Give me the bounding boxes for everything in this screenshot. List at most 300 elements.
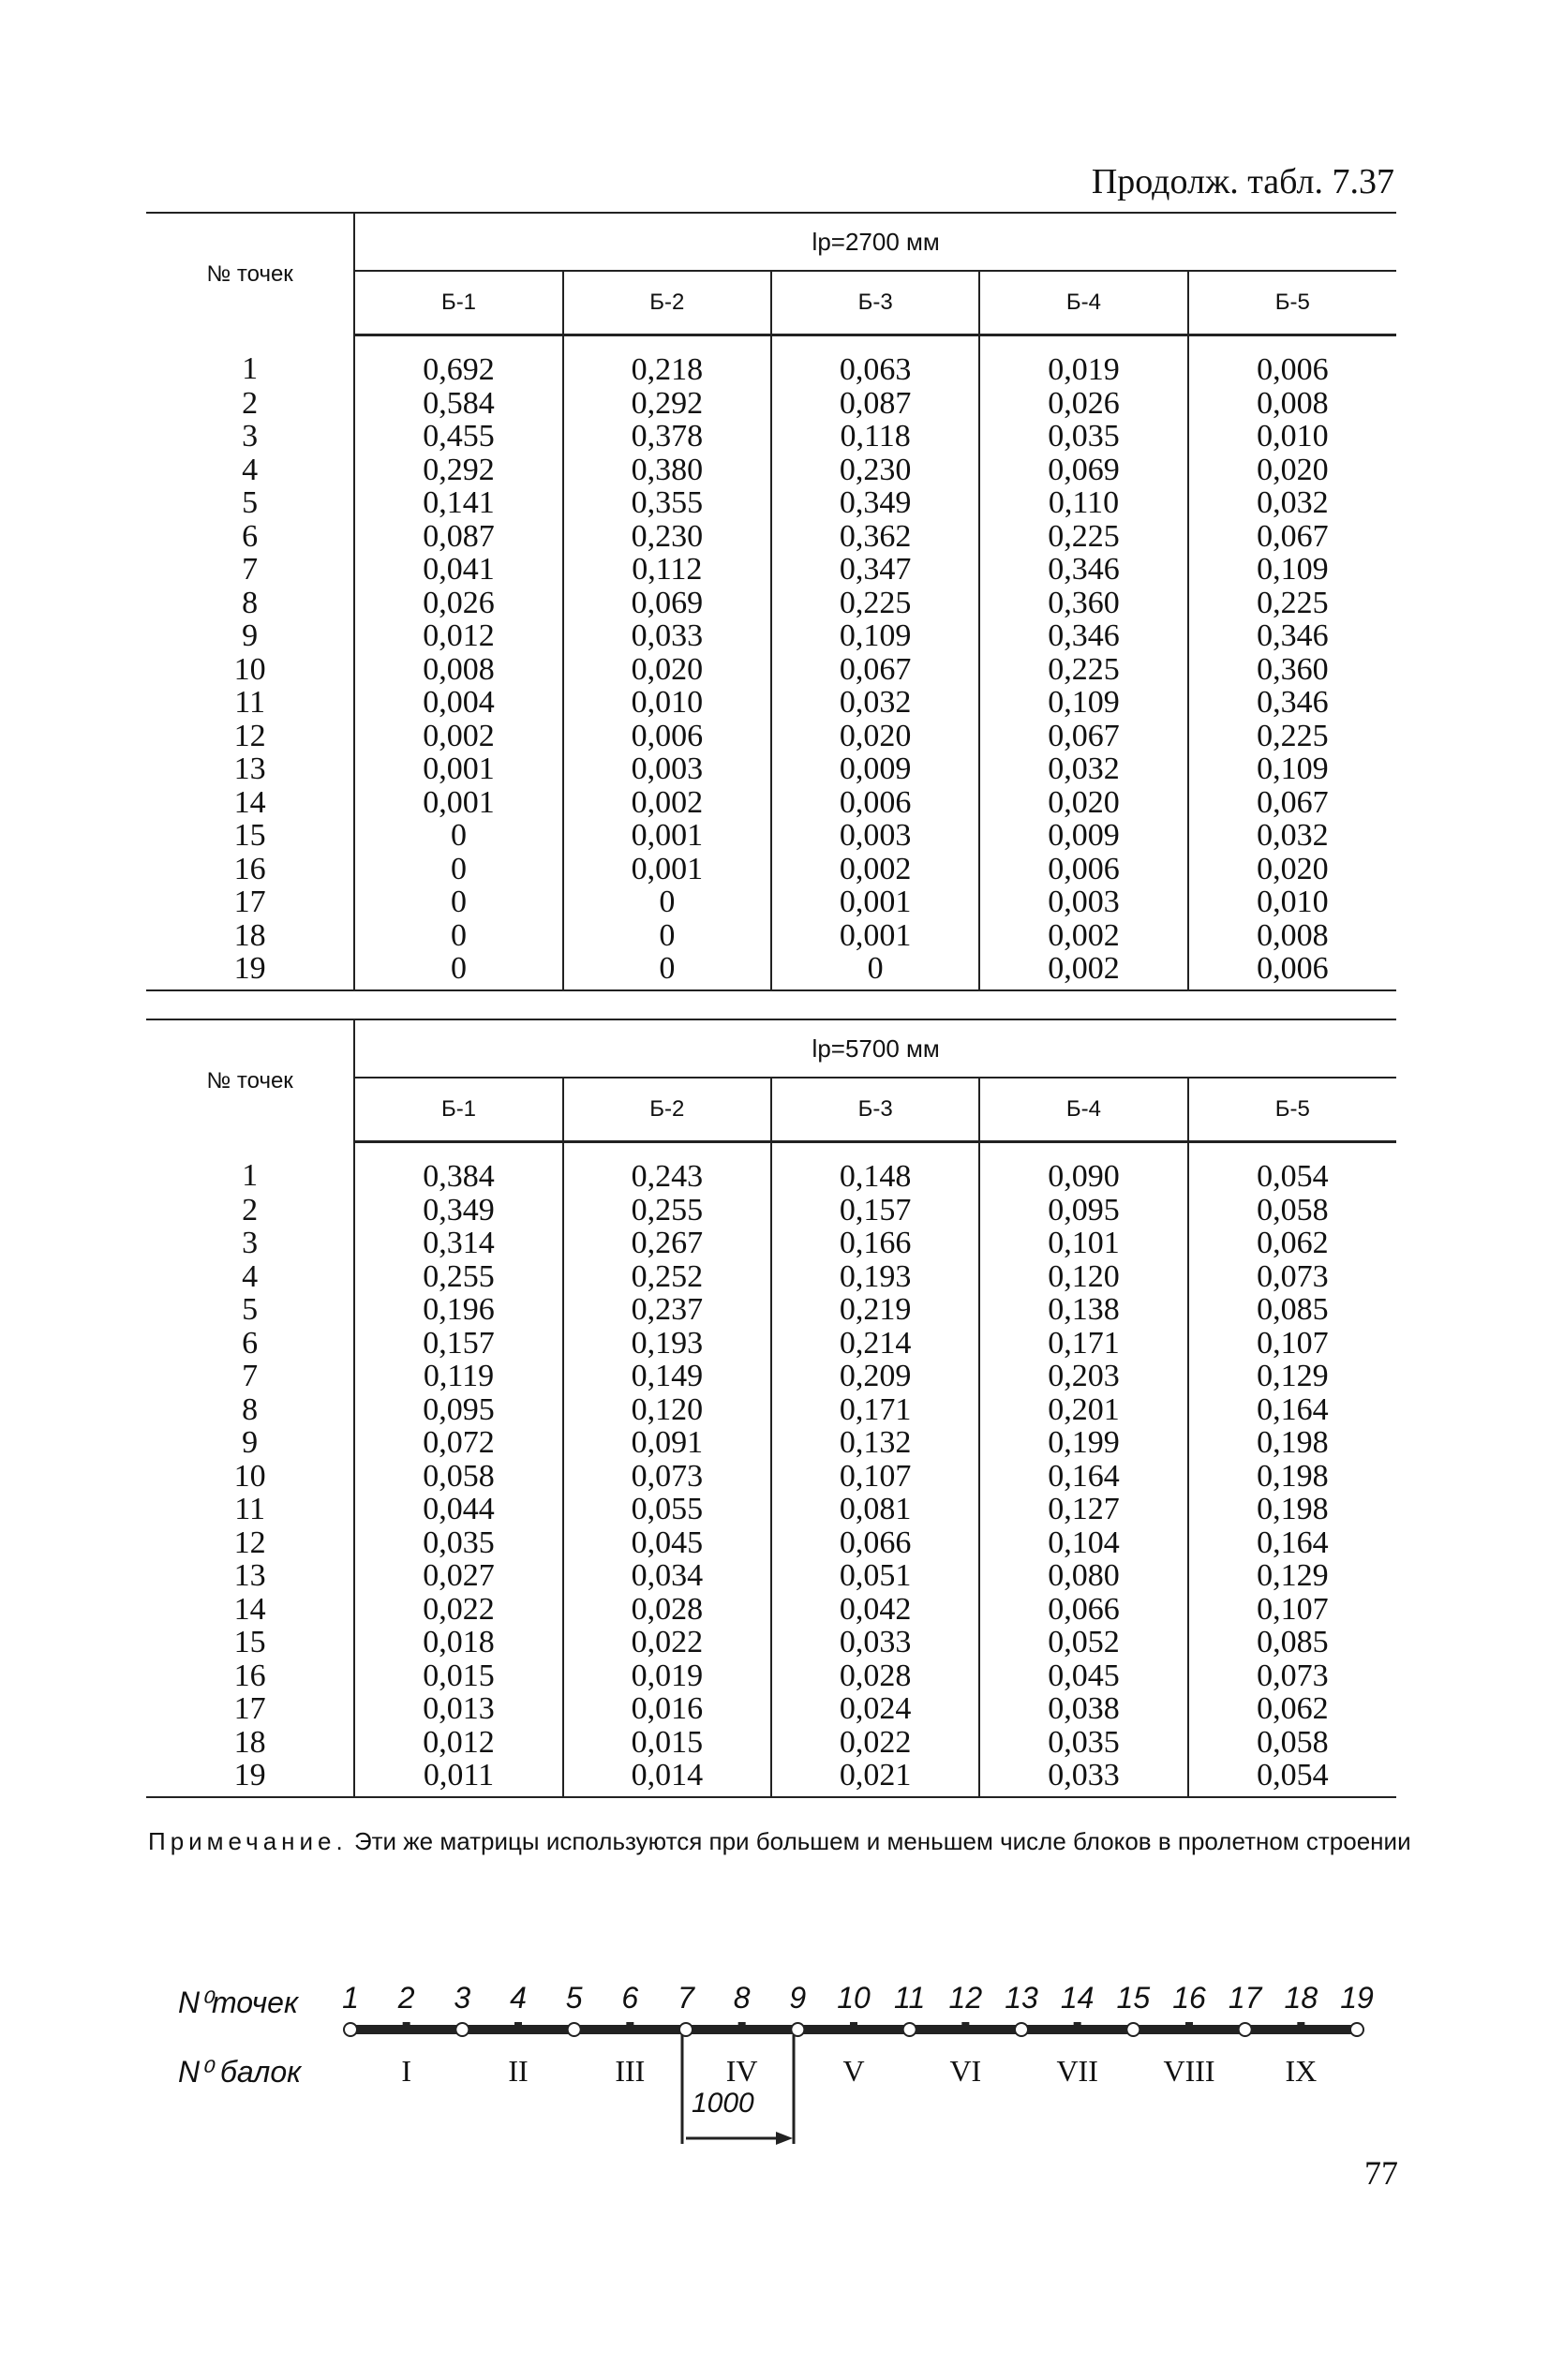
coefficient-cell: 0,346: [979, 553, 1187, 587]
coefficient-cell: 0,109: [771, 619, 979, 653]
point-number: 13: [1005, 1981, 1038, 2015]
point-number-cell: 1: [146, 335, 354, 387]
coefficient-cell: 0,090: [979, 1142, 1187, 1194]
coefficient-cell: 0,149: [563, 1360, 771, 1393]
coefficient-cell: 0,006: [771, 786, 979, 820]
note-label: Примечание.: [148, 1827, 348, 1855]
point-number-cell: 18: [146, 1726, 354, 1760]
points-row-label: N⁰точек: [178, 1986, 299, 2019]
coefficient-cell: 0,022: [354, 1593, 562, 1627]
table-row: [146, 1293, 1396, 1327]
coefficient-cell: 0,058: [1257, 1192, 1329, 1227]
coefficient-cell: 0,062: [1257, 1226, 1329, 1260]
point-number: 1: [342, 1981, 359, 2015]
coefficient-cell: 0,119: [354, 1360, 562, 1393]
table-row: [146, 1593, 1396, 1627]
coefficient-cell: 0,003: [563, 752, 771, 786]
coefficient-cell: 0,009: [771, 752, 979, 786]
coefficient-cell: 0,201: [979, 1393, 1187, 1427]
point-number-cell: 16: [146, 853, 354, 886]
coefficient-cell: 0,455: [354, 420, 562, 454]
coefficient-cell: 0,008: [1257, 385, 1329, 421]
coefficient-cell: 0,087: [771, 387, 979, 421]
coefficient-cell: 0,020: [1257, 452, 1329, 487]
point-number: 18: [1284, 1981, 1318, 2015]
point-number: 11: [894, 1981, 926, 2015]
point-number: 14: [1060, 1981, 1095, 2015]
coefficient-cell: 0,002: [979, 952, 1187, 990]
midpoint-marker: [961, 2022, 969, 2030]
coefficient-cell: 0,104: [979, 1526, 1187, 1560]
table-row: [146, 1726, 1396, 1760]
coefficient-cell: 0,019: [979, 335, 1187, 387]
coefficient-cell: 0,209: [771, 1360, 979, 1393]
table-row: [146, 885, 1396, 919]
coefficient-cell: 0,042: [771, 1593, 979, 1627]
coefficient-cell: 0,120: [979, 1260, 1187, 1294]
coefficient-cell: 0,171: [979, 1327, 1187, 1361]
coefficient-cell: 0: [563, 952, 771, 990]
beam-number: VII: [1056, 2054, 1098, 2088]
coefficient-cell: 0,252: [563, 1260, 771, 1294]
table-row: [146, 1327, 1396, 1361]
table-body: [146, 1142, 1396, 1797]
point-number-cell: 6: [146, 520, 354, 554]
point-number-cell: 17: [146, 1692, 354, 1726]
point-number-cell: 19: [146, 952, 354, 990]
coefficient-cell: 0,157: [771, 1194, 979, 1227]
coefficient-cell: 0,360: [1257, 651, 1329, 687]
coefficient-cell: 0,058: [1257, 1724, 1329, 1760]
coefficient-cell: 0,052: [979, 1626, 1187, 1659]
coefficient-cell: 0,045: [979, 1659, 1187, 1693]
coefficient-cell: 0,110: [979, 486, 1187, 520]
coefficient-cell: 0,010: [563, 686, 771, 720]
coefficient-cell: 0,362: [771, 520, 979, 554]
coefficient-cell: 0,041: [354, 553, 562, 587]
coefficient-cell: 0,314: [354, 1227, 562, 1260]
coefficient-cell: 0,198: [1257, 1425, 1329, 1460]
coefficient-cell: 0,087: [354, 520, 562, 554]
coefficient-cell: 0: [354, 853, 562, 886]
coefficient-cell: 0,112: [563, 553, 771, 587]
coefficient-cell: 0,378: [563, 420, 771, 454]
point-number-cell: 3: [146, 420, 354, 454]
coefficient-cell: 0,032: [1257, 485, 1329, 520]
table-row: [146, 486, 1396, 520]
point-number-cell: 10: [146, 1460, 354, 1494]
coefficient-cell: 0,141: [354, 486, 562, 520]
midpoint-marker: [514, 2022, 522, 2030]
block-column-header: Б-2: [563, 271, 771, 335]
matrix-table-5700: [146, 1019, 1396, 1798]
coefficient-cell: 0,054: [1188, 1759, 1396, 1797]
coefficient-cell: 0,022: [771, 1726, 979, 1760]
coefficient-cell: 0,001: [771, 919, 979, 953]
coefficient-cell: 0,001: [354, 786, 562, 820]
table-row: [146, 454, 1396, 487]
joint-marker: [1015, 2023, 1028, 2036]
coefficient-cell: 0,035: [354, 1526, 562, 1560]
table-row: [146, 1626, 1396, 1659]
coefficient-cell: 0,380: [563, 454, 771, 487]
point-number-cell: 15: [146, 1626, 354, 1659]
point-number: 2: [397, 1981, 415, 2015]
coefficient-cell: 0,255: [354, 1260, 562, 1294]
coefficient-cell: 0,011: [354, 1759, 562, 1797]
coefficient-cell: 0,002: [771, 853, 979, 886]
coefficient-cell: 0,584: [354, 387, 562, 421]
point-number-cell: 7: [146, 1360, 354, 1393]
coefficient-cell: 0: [354, 819, 562, 853]
coefficient-cell: 0,026: [979, 387, 1187, 421]
point-number-cell: 14: [146, 1593, 354, 1627]
table-row: [146, 1493, 1396, 1526]
coefficient-cell: 0,067: [771, 653, 979, 687]
coefficient-cell: 0,012: [354, 619, 562, 653]
point-number: 15: [1116, 1981, 1151, 2015]
coefficient-cell: 0,063: [771, 335, 979, 387]
point-number-cell: 19: [146, 1759, 354, 1797]
coefficient-cell: 0,267: [563, 1227, 771, 1260]
coefficient-cell: 0,066: [979, 1593, 1187, 1627]
coefficient-cell: 0,032: [1257, 818, 1329, 853]
coefficient-cell: 0,166: [771, 1227, 979, 1260]
joint-marker: [1126, 2023, 1139, 2036]
table-row: [146, 553, 1396, 587]
coefficient-cell: 0,002: [563, 786, 771, 820]
coefficient-cell: 0,021: [771, 1759, 979, 1797]
block-column-header: Б-5: [1188, 1078, 1396, 1142]
continuation-title: Продолж. табл. 7.37: [1091, 162, 1394, 201]
coefficient-cell: 0,138: [979, 1293, 1187, 1327]
coefficient-cell: 0,035: [979, 1726, 1187, 1760]
coefficient-cell: 0: [354, 919, 562, 953]
point-number: 9: [789, 1981, 807, 2015]
coefficient-cell: 0,006: [563, 720, 771, 753]
table-note: [148, 1827, 1422, 1855]
coefficient-cell: 0,384: [354, 1142, 562, 1194]
coefficient-cell: 0,198: [1257, 1458, 1329, 1494]
coefficient-cell: 0,001: [354, 752, 562, 786]
point-number-cell: 2: [146, 387, 354, 421]
table-row: [146, 1659, 1396, 1693]
point-number: 16: [1172, 1981, 1206, 2015]
span-length-header: lр=5700 мм: [354, 1019, 1396, 1078]
coefficient-cell: 0,230: [771, 454, 979, 487]
point-number-cell: 18: [146, 919, 354, 953]
coefficient-cell: 0,196: [354, 1293, 562, 1327]
coefficient-cell: 0,055: [563, 1493, 771, 1526]
coefficient-cell: 0,346: [1257, 618, 1329, 653]
coefficient-cell: 0,020: [1257, 851, 1329, 886]
coefficient-cell: 0,033: [979, 1759, 1187, 1797]
matrix-table-2700: [146, 212, 1396, 991]
coefficient-cell: 0,292: [354, 454, 562, 487]
beam-number: IX: [1285, 2054, 1318, 2088]
table-row: [146, 1142, 1396, 1194]
coefficient-cell: 0,218: [563, 335, 771, 387]
coefficient-cell: 0,001: [563, 819, 771, 853]
coefficient-cell: 0,360: [979, 587, 1187, 620]
joint-marker: [344, 2023, 357, 2036]
coefficient-cell: 0,028: [771, 1659, 979, 1693]
midpoint-marker: [403, 2022, 410, 2030]
coefficient-cell: 0,225: [979, 653, 1187, 687]
coefficient-cell: 0,225: [771, 587, 979, 620]
point-number-cell: 5: [146, 486, 354, 520]
coefficient-cell: 0,072: [354, 1426, 562, 1460]
coefficient-cell: 0,347: [771, 553, 979, 587]
coefficient-cell: 0: [354, 885, 562, 919]
point-number-cell: 13: [146, 752, 354, 786]
coefficient-cell: 0,020: [563, 653, 771, 687]
coefficient-cell: 0,008: [354, 653, 562, 687]
coefficient-cell: 0,203: [979, 1360, 1187, 1393]
coefficient-cell: 0,081: [771, 1493, 979, 1526]
table-row: [146, 387, 1396, 421]
coefficient-cell: 0,022: [563, 1626, 771, 1659]
point-number-cell: 4: [146, 1260, 354, 1294]
point-number-cell: 12: [146, 720, 354, 753]
joint-marker: [791, 2023, 804, 2036]
coefficient-cell: 0,010: [1257, 419, 1329, 454]
coefficient-cell: 0,198: [1257, 1492, 1329, 1526]
block-column-header: Б-1: [354, 271, 562, 335]
coefficient-cell: 0,193: [563, 1327, 771, 1361]
coefficient-cell: 0,014: [563, 1759, 771, 1797]
beam-number: VIII: [1163, 2054, 1215, 2088]
beam-number: VI: [949, 2054, 982, 2088]
coefficient-cell: 0,346: [979, 619, 1187, 653]
note-text: Эти же матрицы используются при большем и меньшем числе блоков в пролетном строении: [347, 1827, 1411, 1855]
coefficient-cell: 0,069: [979, 454, 1187, 487]
coefficient-cell: 0,004: [354, 686, 562, 720]
coefficient-cell: 0,026: [354, 587, 562, 620]
table-row: [146, 1460, 1396, 1494]
coefficient-cell: 0,001: [563, 853, 771, 886]
table-row: [146, 1393, 1396, 1427]
joint-marker: [1350, 2023, 1363, 2036]
table-row: [146, 420, 1396, 454]
table-row: [146, 1227, 1396, 1260]
coefficient-cell: 0,230: [563, 520, 771, 554]
coefficient-cell: 0,085: [1257, 1292, 1329, 1327]
coefficient-cell: 0,067: [979, 720, 1187, 753]
point-number: 17: [1228, 1981, 1262, 2015]
coefficient-cell: 0,045: [563, 1526, 771, 1560]
joint-marker: [568, 2023, 581, 2036]
coefficient-cell: 0,032: [979, 752, 1187, 786]
coefficient-cell: 0,129: [1257, 1359, 1329, 1393]
coefficient-cell: 0,062: [1257, 1691, 1329, 1726]
coefficient-cell: 0,292: [563, 387, 771, 421]
midpoint-marker: [626, 2022, 633, 2030]
coefficient-cell: 0,051: [771, 1559, 979, 1593]
coefficient-cell: 0,095: [354, 1393, 562, 1427]
point-number-cell: 9: [146, 1426, 354, 1460]
coefficient-cell: 0,107: [771, 1460, 979, 1494]
coefficient-cell: 0,118: [771, 420, 979, 454]
table-row: [146, 720, 1396, 753]
coefficient-cell: 0,164: [1257, 1391, 1329, 1427]
point-number: 4: [510, 1981, 527, 2015]
coefficient-cell: 0,019: [563, 1659, 771, 1693]
coefficient-cell: 0,024: [771, 1692, 979, 1726]
point-number-cell: 15: [146, 819, 354, 853]
coefficient-cell: 0,073: [1257, 1258, 1329, 1294]
points-column-header: № точек: [146, 213, 354, 335]
coefficient-cell: 0,020: [771, 720, 979, 753]
table-row: [146, 853, 1396, 886]
point-number-cell: 12: [146, 1526, 354, 1560]
coefficient-cell: 0,010: [1257, 885, 1329, 919]
dimension-label: 1000: [692, 2088, 754, 2119]
point-number-cell: 16: [146, 1659, 354, 1693]
block-column-header: Б-4: [979, 271, 1187, 335]
coefficient-cell: 0,006: [1188, 952, 1396, 990]
coefficient-cell: 0,038: [979, 1692, 1187, 1726]
coefficient-cell: 0,243: [563, 1142, 771, 1194]
page-number: 77: [1364, 2154, 1398, 2192]
coefficient-cell: 0,035: [979, 420, 1187, 454]
coefficient-cell: 0,164: [1257, 1525, 1329, 1560]
coefficient-cell: 0,002: [979, 919, 1187, 953]
coefficient-cell: 0,085: [1257, 1625, 1329, 1659]
beam-number: I: [401, 2054, 411, 2088]
beam-number: IV: [725, 2054, 758, 2088]
beams-row-label: N⁰ балок: [178, 2055, 302, 2089]
block-column-header: Б-1: [354, 1078, 562, 1142]
joint-marker: [455, 2023, 469, 2036]
point-number-cell: 14: [146, 786, 354, 820]
coefficient-cell: 0,214: [771, 1327, 979, 1361]
midpoint-marker: [850, 2022, 857, 2030]
table-row: [146, 335, 1396, 387]
table-row: [146, 819, 1396, 853]
coefficient-cell: 0,054: [1257, 1159, 1329, 1194]
point-number: 7: [678, 1981, 694, 2015]
coefficient-cell: 0,109: [1257, 751, 1329, 786]
midpoint-marker: [1297, 2022, 1304, 2030]
coefficient-cell: 0,015: [354, 1659, 562, 1693]
point-number-cell: 11: [146, 1493, 354, 1526]
table-row: [146, 919, 1396, 953]
coefficient-cell: 0: [354, 952, 562, 990]
block-column-header: Б-4: [979, 1078, 1187, 1142]
coefficient-cell: 0,006: [979, 853, 1187, 886]
table-row: [146, 686, 1396, 720]
coefficient-cell: 0,095: [979, 1194, 1187, 1227]
point-number: 8: [733, 1981, 751, 2015]
block-column-header: Б-2: [563, 1078, 771, 1142]
table-row: [146, 520, 1396, 554]
coefficient-cell: 0,692: [354, 335, 562, 387]
table-row: [146, 1360, 1396, 1393]
coefficient-cell: 0,171: [771, 1393, 979, 1427]
block-column-header: Б-5: [1188, 271, 1396, 335]
block-column-header: Б-3: [771, 1078, 979, 1142]
point-number: 5: [565, 1981, 583, 2015]
coefficient-cell: 0,008: [1257, 917, 1329, 953]
coefficient-cell: 0,109: [1257, 552, 1329, 587]
coefficient-cell: 0,028: [563, 1593, 771, 1627]
coefficient-cell: 0,020: [979, 786, 1187, 820]
point-number-cell: 6: [146, 1327, 354, 1361]
point-number-cell: 9: [146, 619, 354, 653]
midpoint-marker: [738, 2022, 746, 2030]
joint-marker: [1239, 2023, 1252, 2036]
coefficient-cell: 0,157: [354, 1327, 562, 1361]
midpoint-marker: [1185, 2022, 1193, 2030]
joint-marker: [679, 2023, 693, 2036]
point-number-cell: 1: [146, 1142, 354, 1194]
coefficient-cell: 0,069: [563, 587, 771, 620]
coefficient-cell: 0,255: [563, 1194, 771, 1227]
coefficient-cell: 0,003: [979, 885, 1187, 919]
coefficient-cell: 0,080: [979, 1559, 1187, 1593]
coefficient-cell: 0,148: [771, 1142, 979, 1194]
coefficient-cell: 0,164: [979, 1460, 1187, 1494]
coefficient-cell: 0,225: [979, 520, 1187, 554]
coefficient-cell: 0,033: [771, 1626, 979, 1659]
beam-number: II: [508, 2054, 529, 2088]
coefficient-cell: 0,067: [1257, 784, 1329, 820]
coefficient-cell: 0,066: [771, 1526, 979, 1560]
table-row: [146, 1426, 1396, 1460]
coefficient-cell: 0,073: [563, 1460, 771, 1494]
coefficient-cell: 0,225: [1257, 718, 1329, 753]
coefficient-cell: 0: [771, 952, 979, 990]
points-column-header: № точек: [146, 1019, 354, 1142]
coefficient-cell: 0,058: [354, 1460, 562, 1494]
coefficient-cell: 0,044: [354, 1493, 562, 1526]
coefficient-cell: 0: [563, 919, 771, 953]
coefficient-cell: 0,101: [979, 1227, 1187, 1260]
cross-section-diagram: [169, 1977, 1387, 2164]
point-number-cell: 7: [146, 553, 354, 587]
coefficient-cell: 0,073: [1257, 1658, 1329, 1693]
table-row: [146, 1526, 1396, 1560]
coefficient-cell: 0,033: [563, 619, 771, 653]
coefficient-cell: 0,107: [1257, 1591, 1329, 1627]
coefficient-cell: 0,091: [563, 1426, 771, 1460]
coefficient-cell: 0,003: [771, 819, 979, 853]
point-number-cell: 8: [146, 587, 354, 620]
point-number: 19: [1340, 1981, 1374, 2015]
table-row: [146, 786, 1396, 820]
coefficient-cell: 0,107: [1257, 1325, 1329, 1361]
coefficient-cell: 0: [563, 885, 771, 919]
coefficient-cell: 0,237: [563, 1293, 771, 1327]
table-row: [146, 619, 1396, 653]
midpoint-marker: [1074, 2022, 1081, 2030]
coefficient-cell: 0,009: [979, 819, 1187, 853]
coefficient-cell: 0,127: [979, 1493, 1187, 1526]
coefficient-cell: 0,032: [771, 686, 979, 720]
coefficient-cell: 0,109: [979, 686, 1187, 720]
coefficient-cell: 0,002: [354, 720, 562, 753]
point-number-cell: 3: [146, 1227, 354, 1260]
coefficient-cell: 0,225: [1257, 585, 1329, 620]
point-number-cell: 4: [146, 454, 354, 487]
point-number-cell: 5: [146, 1293, 354, 1327]
table-row: [146, 752, 1396, 786]
coefficient-cell: 0,013: [354, 1692, 562, 1726]
coefficient-cell: 0,015: [563, 1726, 771, 1760]
table-row: [146, 653, 1396, 687]
coefficient-cell: 0,346: [1257, 685, 1329, 720]
